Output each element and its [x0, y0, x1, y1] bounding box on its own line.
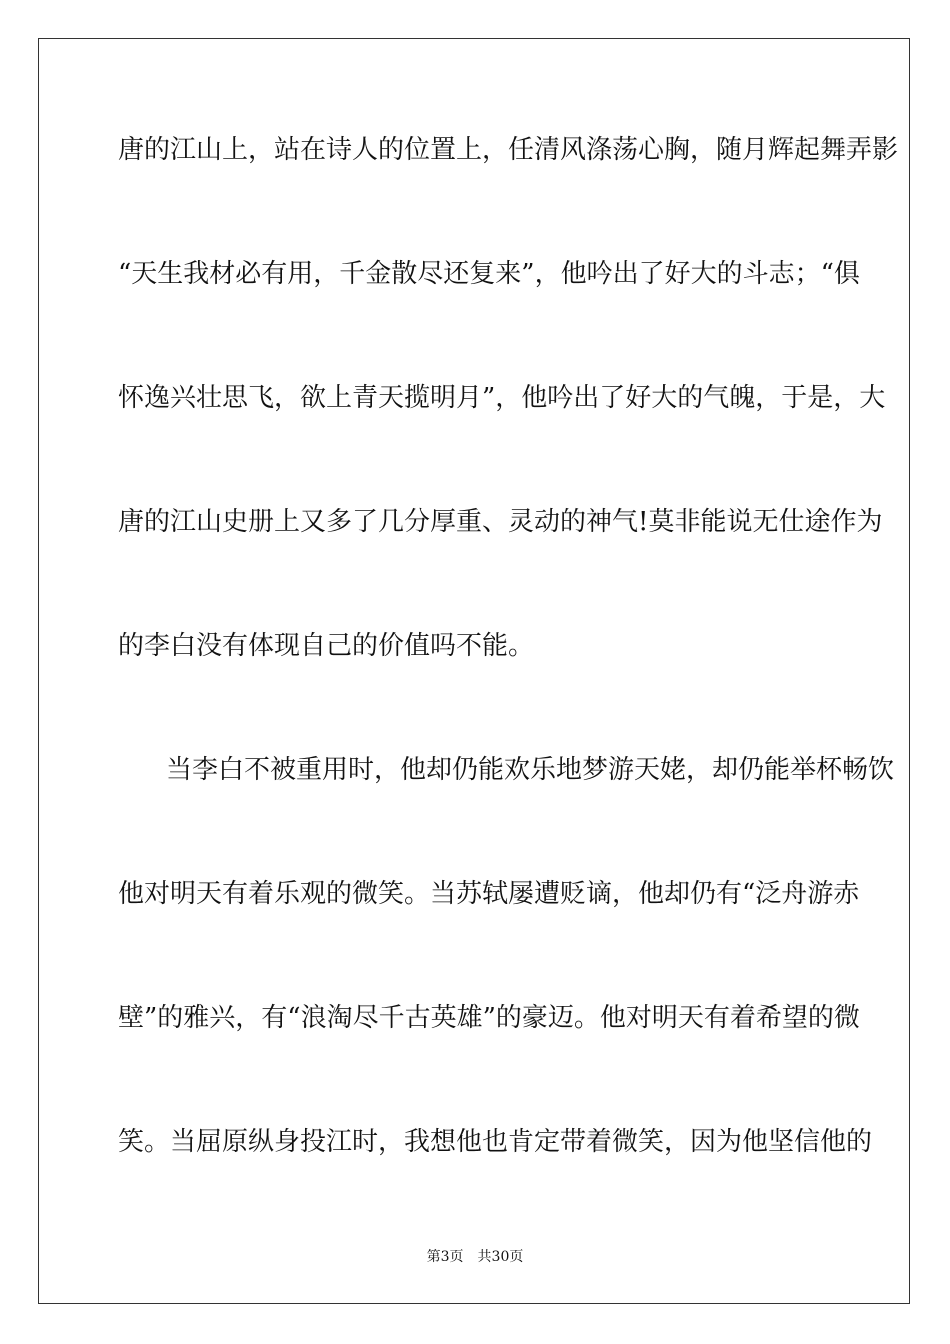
- page-total: 共30页: [477, 1249, 524, 1265]
- text-line-7: 他对明天有着乐观的微笑。当苏轼屡遭贬谪，他却仍有“泛舟游赤: [118, 879, 860, 909]
- text-line-2: “天生我材必有用，千金散尽还复来”，他吟出了好大的斗志；“俱: [118, 259, 860, 289]
- text-line-1: 唐的江山上，站在诗人的位置上，任清风涤荡心胸，随月辉起舞弄影: [118, 135, 899, 165]
- page-number: 第3页: [426, 1249, 464, 1265]
- text-line-9: 笑。当屈原纵身投江时，我想他也肯定带着微笑，因为他坚信他的: [118, 1127, 873, 1157]
- text-line-8: 壁”的雅兴，有“浪淘尽千古英雄”的豪迈。他对明天有着希望的微: [118, 1003, 860, 1033]
- text-line-3: 怀逸兴壮思飞，欲上青天揽明月”，他吟出了好大的气魄，于是，大: [118, 383, 886, 413]
- page-border: [38, 38, 910, 1304]
- text-line-4: 唐的江山史册上又多了几分厚重、灵动的神气!莫非能说无仕途作为: [118, 507, 883, 537]
- paragraph-start-line: 当李白不被重用时，他却仍能欢乐地梦游天姥，却仍能举杯畅饮: [166, 755, 895, 785]
- text-line-5: 的李白没有体现自己的价值吗不能。: [118, 631, 535, 661]
- page-footer: [0, 1247, 950, 1267]
